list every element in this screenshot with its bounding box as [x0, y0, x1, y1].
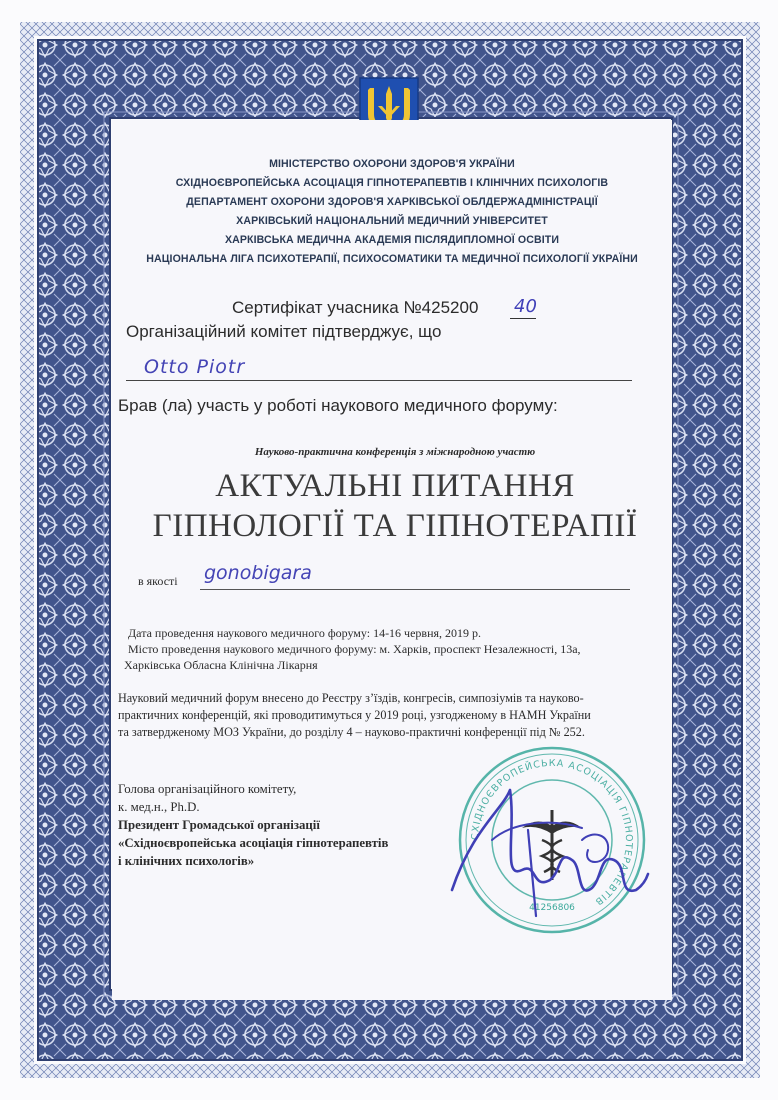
- org-association: СХІДНОЄВРОПЕЙСЬКА АСОЦІАЦІЯ ГІПНОТЕРАПЕВТІВ І КЛІНІЧНИХ ПСИХОЛОГІВ: [175, 177, 609, 189]
- certificate-body: [112, 120, 672, 1000]
- signatory-line1: Голова організаційного комітету,: [118, 782, 297, 796]
- stamp-outer-text: СХІДНОЄВРОПЕЙСЬКА АСОЦІАЦІЯ ГІПНОТЕРАПЕВТІВ: [469, 757, 635, 908]
- signatory-line3: Президент Громадської організації: [118, 818, 320, 832]
- took-part-text: Брав (ла) участь у роботі наукового медичного форуму:: [118, 396, 558, 415]
- org-academy: ХАРКІВСЬКА МЕДИЧНА АКАДЕМІЯ ПІСЛЯДИПЛОМНОЇ ОСВІТИ: [224, 234, 560, 246]
- registry-text-line3: та затвердженому МОЗ України, до розділу 4 – науково-практичні конференції під № 252.: [118, 725, 585, 739]
- conference-title-line2: ГІПНОЛОГІЇ ТА ГІПНОТЕРАПІЇ: [152, 508, 638, 544]
- conference-title-line1: АКТУАЛЬНІ ПИТАННЯ: [215, 468, 575, 504]
- org-university: ХАРКІВСЬКИЙ НАЦІОНАЛЬНИЙ МЕДИЧНИЙ УНІВЕРСИТЕТ: [236, 215, 548, 227]
- org-department: ДЕПАРТАМЕНТ ОХОРОНИ ЗДОРОВ'Я ХАРКІВСЬКОЇ ОБЛДЕРЖАДМІНІСТРАЦІЇ: [186, 196, 598, 208]
- capacity-value: gonobigara: [204, 562, 312, 584]
- name-underline: [126, 380, 632, 381]
- confirm-text: Організаційний комітет підтверджує, що: [126, 322, 442, 341]
- signatory-line4: «Східноєвропейська асоціація гіпнотерапевтів: [118, 836, 389, 850]
- certificate-number-handwritten: 40: [514, 296, 537, 317]
- signatory-line2: к. мед.н., Ph.D.: [118, 800, 200, 814]
- event-place-line1: Місто проведення наукового медичного форуму: м. Харків, проспект Незалежності, 13а,: [128, 642, 581, 656]
- signatory-line5: і клінічних психологів»: [118, 854, 255, 868]
- event-place-line2: Харківська Обласна Клінічна Лікарня: [124, 658, 318, 672]
- certificate-title: Сертифікат учасника №425200: [232, 298, 479, 317]
- org-league: НАЦІОНАЛЬНА ЛІГА ПСИХОТЕРАПІЇ, ПСИХОСОМАТИКИ ТА МЕДИЧНОЇ ПСИХОЛОГІЇ УКРАЇНИ: [146, 253, 638, 265]
- org-ministry: МІНІСТЕРСТВО ОХОРОНИ ЗДОРОВ'Я УКРАЇНИ: [269, 158, 515, 170]
- participant-name: Otto Piotr: [144, 356, 246, 378]
- signature-icon: [432, 770, 652, 930]
- certificate-number-line: [510, 318, 536, 319]
- capacity-underline: [200, 589, 630, 590]
- registry-text-line2: практичних конференцій, які проводитимуться у 2019 році, узгодженому в НАМН України: [118, 708, 591, 722]
- registry-text-line1: Науковий медичний форум внесено до Реєстру з’їздів, конгресів, симпозіумів та науково-: [118, 691, 584, 705]
- event-date: Дата проведення наукового медичного форуму: 14-16 червня, 2019 р.: [128, 626, 482, 640]
- stamp-code: 41256806: [529, 903, 575, 913]
- capacity-label: в якості: [138, 574, 178, 588]
- conference-subtitle: Науково-практична конференція з міжнародною участю: [254, 446, 536, 458]
